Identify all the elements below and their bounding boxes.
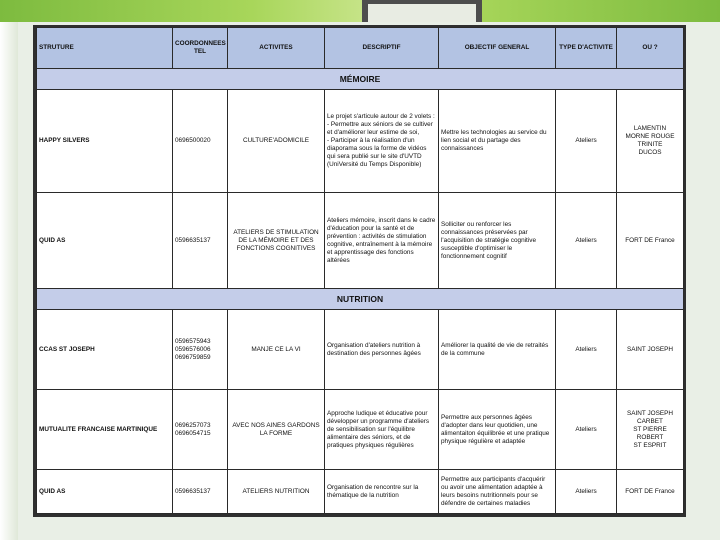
cell-objectif: Mettre les technologies au service du lien social et du partage des connaissances [439,90,556,193]
cell-descriptif: Organisation de rencontre sur la thématique de la nutrition [325,470,439,514]
cell-objectif: Permettre aux personnes âgées d'adopter dans leur quotidien, une alimentaiton équilibrée et une pratique physique régulière et adaptée [439,390,556,470]
cell-objectif: Solliciter ou renforcer les connaissances préservées par l'acquisition de stratégie cognitive susceptible d'optimiser le fonctionnement cognitif [439,193,556,289]
activities-table [36,27,684,514]
cell-objectif: Améliorer la qualité de vie de retraités de la commune [439,310,556,390]
col-header-descriptif: DESCRIPTIF [325,28,439,69]
cell-descriptif: Le projet s'articule autour de 2 volets : - Permettre aux séniors de se cultiver et d'améliorer leur estime de soi, - Participer à la réalisation d'un diaporama sous la forme de vidéos qui sera publié sur le site d'UVTD (UniVersité du Temps Disponible) [325,90,439,193]
cell-tel: 0596575943 0596576006 0696759859 [173,310,228,390]
table-row [37,90,684,193]
col-header-objectif: OBJECTIF GENERAL [439,28,556,69]
slide-left-bar [0,22,18,540]
cell-activite: MANJE CE LA VI [228,310,325,390]
cell-type: Ateliers [556,310,617,390]
section-title: NUTRITION [37,289,684,310]
cell-tel: 0596635137 [173,193,228,289]
cell-structure: MUTUALITE FRANCAISE MARTINIQUE [37,390,173,470]
cell-structure: CCAS ST JOSEPH [37,310,173,390]
cell-activite: ATELIERS NUTRITION [228,470,325,514]
col-header-activites: ACTIVITES [228,28,325,69]
cell-type: Ateliers [556,390,617,470]
table-row [37,193,684,289]
col-header-coords: COORDONNEES TEL [173,28,228,69]
cell-ou: SAINT JOSEPH [617,310,684,390]
header-row [37,28,684,69]
cell-type: Ateliers [556,470,617,514]
cell-ou: FORT DE France [617,470,684,514]
slide-top-tab-inner [368,4,476,22]
cell-tel: 0696257073 0696054715 [173,390,228,470]
table-row [37,390,684,470]
table-row [37,310,684,390]
cell-structure: QUID AS [37,470,173,514]
table-row [37,470,684,514]
cell-type: Ateliers [556,90,617,193]
col-header-type: TYPE D'ACTIVITE [556,28,617,69]
cell-descriptif: Approche ludique et éducative pour développer un programme d'ateliers de sensibilisation sur l'équilibre alimentaire des séniors, et de pratiques physiques régulières [325,390,439,470]
cell-ou: LAMENTIN MORNE ROUGE TRINITE DUCOS [617,90,684,193]
section-title: MÉMOIRE [37,69,684,90]
cell-objectif: Permettre aux participants d'acquérir ou avoir une alimentation adaptée à leurs besoins nutritionnels pour se défendre de certaines maladies [439,470,556,514]
cell-activite: CULTURE'ADOMICILE [228,90,325,193]
cell-ou: SAINT JOSEPH CARBET ST PIERRE ROBERT ST ESPRIT [617,390,684,470]
slide-top-accent-band [0,0,720,22]
col-header-structure: STRUTURE [37,28,173,69]
cell-tel: 0596635137 [173,470,228,514]
cell-activite: ATELIERS DE STIMULATION DE LA MÉMOIRE ET DES FONCTIONS COGNITIVES [228,193,325,289]
section-row-nutrition [37,289,684,310]
cell-structure: HAPPY SILVERS [37,90,173,193]
cell-descriptif: Ateliers mémoire, inscrit dans le cadre d'éducation pour la santé et de prévention : activités de stimulation cognitive, entraînement à la mémoire et apprentissage des fonctions altérées [325,193,439,289]
cell-type: Ateliers [556,193,617,289]
section-row-memoire [37,69,684,90]
col-header-ou: OU ? [617,28,684,69]
cell-descriptif: Organisation d'ateliers nutrition à destination des personnes âgées [325,310,439,390]
cell-tel: 0696500020 [173,90,228,193]
cell-structure: QUID AS [37,193,173,289]
cell-activite: AVEC NOS AINES GARDONS LA FORME [228,390,325,470]
cell-ou: FORT DE France [617,193,684,289]
